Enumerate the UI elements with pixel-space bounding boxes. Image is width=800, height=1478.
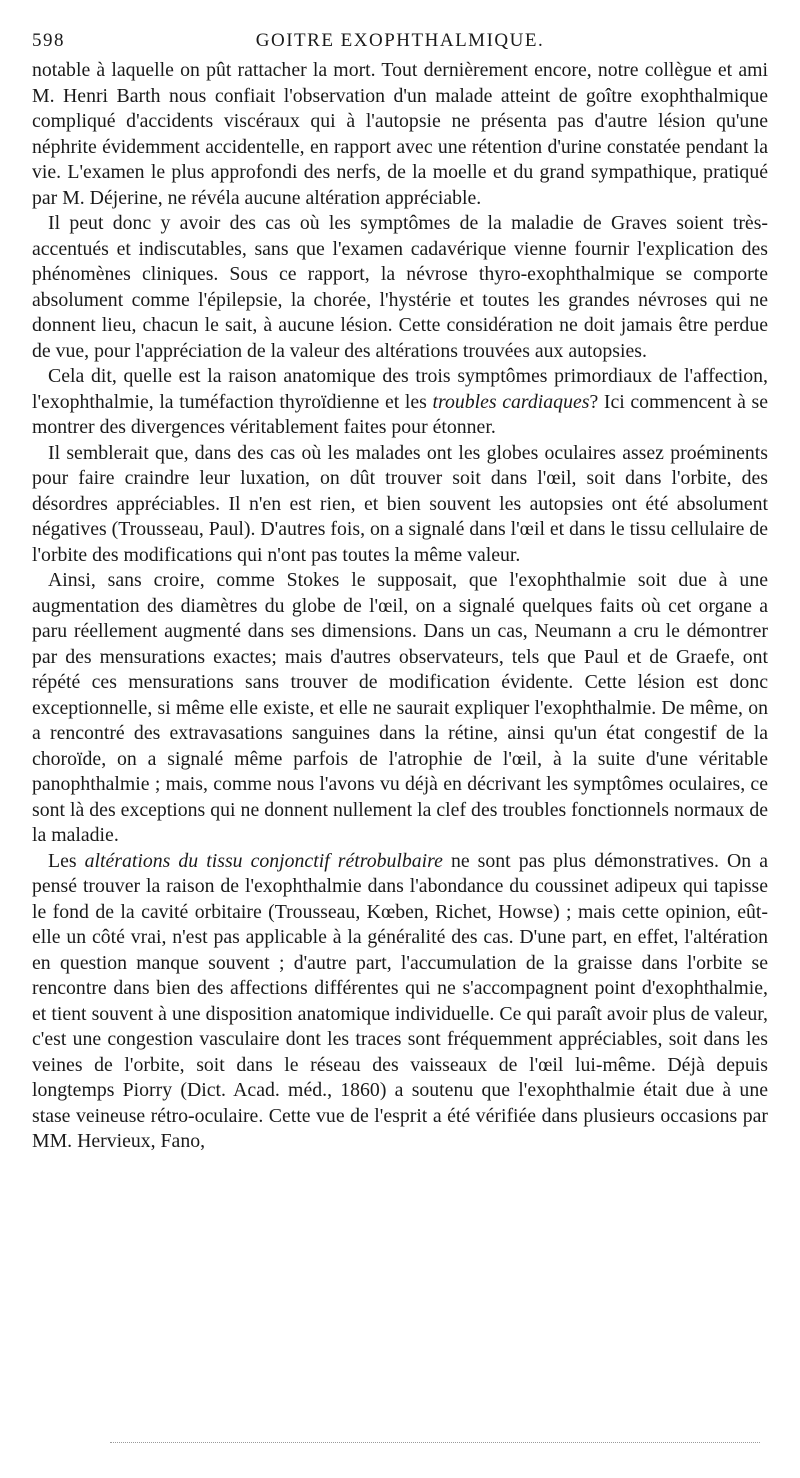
paragraph-3-text-a: Cela dit, quelle est la raison anatomique des trois symptômes primordiaux de l'affection, l'exophthalmie, la tuméfaction thyroïdienne et les [32,365,768,413]
paragraph-3-text-b: ? Ici commencent à se montrer des divergences véritablement faites pour étonner. [32,390,768,438]
paragraph-5 [32,568,768,849]
paragraph-3-italic-term: troubles cardiaques [432,390,590,413]
bottom-dotted-rule [110,1442,760,1443]
paragraph-6 [32,849,768,1155]
running-head [32,24,768,58]
page-number: 598 [32,30,65,51]
paragraph-6-italic-term: altérations du tissu conjonctif rétrobulbaire [84,849,443,872]
running-title: GOITRE EXOPHTHALMIQUE. [255,30,545,51]
paragraph-6-text-b: ne sont pas plus démonstratives. On a pensé trouver la raison de l'exophthalmie dans l'abondance du coussinet adipeux qui tapisse le fond de la cavité orbitaire (Trousseau, Kœben, Richet, Howse) ; mais cette opinion, eût-elle un côté vrai, n'est pas applicable à la généralité des cas. D'une part, en effet, l'altération en question manque souvent ; d'autre part, l'accumulation de la graisse dans l'orbite se rencontre dans bien des affections différentes qui ne s'accompagnent point d'exophthalmie, et tient souvent à une disposition anatomique individuelle. Ce qui paraît avoir plus de valeur, c'est une congestion vasculaire dont les traces sont fréquemment appréciables, soit dans les veines de l'orbite, soit dans le réseau des vaisseaux de l'œil lui-même. Déjà depuis longtemps Piorry (Dict. Acad. méd., 1860) a soutenu que l'exophthalmie était due à une stase veineuse rétro-oculaire. Cette vue de l'esprit a été vérifiée dans plusieurs occasions par MM. Hervieux, Fano, [32,849,768,1152]
paragraph-1 [32,58,768,211]
body-text [32,58,768,1155]
paragraph-5-text: Ainsi, sans croire, comme Stokes le supposait, que l'exophthalmie soit due à une augmentation des diamètres du globe de l'œil, on a signalé quelques faits où cet organe a paru réellement augmenté dans ses dimensions. Dans un cas, Neumann a cru le démontrer par des mensurations exactes; mais d'autres observateurs, tels que Paul et de Graefe, ont répété ces mensurations sans trouver de modification évidente. Cette lésion est donc exceptionnelle, si même elle existe, et elle ne saurait expliquer l'exophthalmie. De même, on a rencontré des extravasations sanguines dans la rétine, ainsi qu'un état congestif de la choroïde, on a signalé même parfois de l'atrophie de l'œil, à la suite d'une véritable panophthalmie ; mais, comme nous l'avons vu déjà en décrivant les symptômes oculaires, ce sont là des exceptions qui ne donnent nullement la clef des troubles fonctionnels normaux de la maladie. [32,569,768,846]
paragraph-2-text: Il peut donc y avoir des cas où les symptômes de la maladie de Graves soient très-accentués et indiscutables, sans que l'examen cadavérique vienne fournir l'explication des phénomènes cliniques. Sous ce rapport, la névrose thyro-exophthalmique se comporte absolument comme l'épilepsie, la chorée, l'hystérie et toutes les grandes névroses qui ne donnent lieu, chacun le sait, à aucune lésion. Cette considération ne doit jamais être perdue de vue, pour l'appréciation de la valeur des altérations trouvées aux autopsies. [32,212,768,362]
paragraph-4 [32,441,768,569]
paragraph-6-text-a: Les [48,849,85,872]
paragraph-4-text: Il semblerait que, dans des cas où les malades ont les globes oculaires assez proéminents pour faire craindre leur luxation, on dût trouver soit dans l'œil, soit dans l'orbite, des désordres appréciables. Il n'en est rien, et bien souvent les autopsies ont été absolument négatives (Trousseau, Paul). D'autres fois, on a signalé dans l'œil et dans le tissu cellulaire de l'orbite des modifications qui n'ont pas toutes la même valeur. [32,441,768,566]
paragraph-1-text: notable à laquelle on pût rattacher la mort. Tout dernièrement encore, notre collègue et ami M. Henri Barth nous confiait l'observation d'un malade atteint de goître exophthalmique compliqué d'accidents viscéraux qui à l'autopsie ne présenta pas d'autre lésion qu'une néphrite évidemment accidentelle, en rapport avec une rétention d'urine constatée pendant la vie. L'examen le plus approfondi des nerfs, de la moelle et du grand sympathique, pratiqué par M. Déjerine, ne révéla aucune altération appréciable. [32,59,768,209]
paragraph-3 [32,364,768,441]
paragraph-2 [32,211,768,364]
book-page [32,24,768,1155]
